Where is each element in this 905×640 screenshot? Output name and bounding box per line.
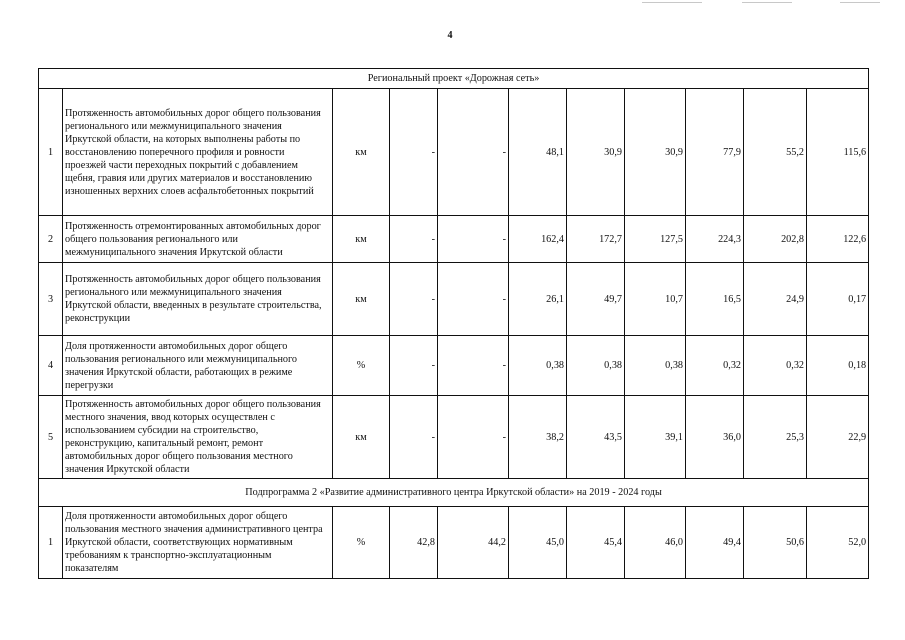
row-number: 2 <box>39 216 63 263</box>
value-cell: 172,7 <box>567 216 625 263</box>
value-cell: - <box>438 89 509 216</box>
unit-cell: % <box>333 507 390 579</box>
value-cell: - <box>438 216 509 263</box>
value-cell: 49,7 <box>567 263 625 336</box>
value-cell: 115,6 <box>807 89 869 216</box>
value-cell: 30,9 <box>625 89 686 216</box>
unit-cell: % <box>333 336 390 396</box>
value-cell: 45,0 <box>509 507 567 579</box>
indicators-table <box>38 68 869 579</box>
table-row <box>39 396 869 479</box>
indicator-description: Протяженность отремонтированных автомобильных дорог общего пользования регионального или межмуниципального значения Иркутской области <box>63 216 333 263</box>
value-cell: 36,0 <box>686 396 744 479</box>
table-row <box>39 336 869 396</box>
row-number: 4 <box>39 336 63 396</box>
unit-cell: км <box>333 396 390 479</box>
value-cell: 10,7 <box>625 263 686 336</box>
indicator-description: Протяженность автомобильных дорог общего пользования регионального или межмуниципального значения Иркутской области, на которых выполнены работы по восстановлению поперечного профиля и ровности проезжей части переходных покрытий с добавлением щебня, гравия или других материалов и восстановлению изношенных верхних слоев асфальтобетонных покрытий <box>63 89 333 216</box>
section-title: Подпрограмма 2 «Развитие административного центра Иркутской области» на 2019 - 2024 годы <box>39 479 869 507</box>
value-cell: 224,3 <box>686 216 744 263</box>
value-cell: 24,9 <box>744 263 807 336</box>
unit-cell: км <box>333 216 390 263</box>
section-header-row <box>39 479 869 507</box>
unit-cell: км <box>333 89 390 216</box>
table-row <box>39 263 869 336</box>
value-cell: 122,6 <box>807 216 869 263</box>
value-cell: 0,38 <box>509 336 567 396</box>
value-cell: 0,32 <box>686 336 744 396</box>
scan-artifact-line <box>742 2 792 3</box>
table-row <box>39 216 869 263</box>
indicator-description: Протяженность автомобильных дорог общего пользования регионального или межмуниципального значения Иркутской области, введенных в результате строительства, реконструкции <box>63 263 333 336</box>
value-cell: - <box>390 263 438 336</box>
indicator-description: Доля протяженности автомобильных дорог общего пользования местного значения административного центра Иркутской области, соответствующих нормативным требованиям к транспортно-эксплуатационным показателям <box>63 507 333 579</box>
value-cell: 43,5 <box>567 396 625 479</box>
value-cell: 0,38 <box>567 336 625 396</box>
value-cell: 50,6 <box>744 507 807 579</box>
indicator-description: Доля протяженности автомобильных дорог общего пользования регионального или межмуниципального значения Иркутской области, работающих в режиме перегрузки <box>63 336 333 396</box>
value-cell: 127,5 <box>625 216 686 263</box>
value-cell: 22,9 <box>807 396 869 479</box>
value-cell: 39,1 <box>625 396 686 479</box>
value-cell: 77,9 <box>686 89 744 216</box>
value-cell: 46,0 <box>625 507 686 579</box>
value-cell: 42,8 <box>390 507 438 579</box>
value-cell: 44,2 <box>438 507 509 579</box>
row-number: 5 <box>39 396 63 479</box>
value-cell: - <box>438 263 509 336</box>
value-cell: 48,1 <box>509 89 567 216</box>
value-cell: - <box>438 336 509 396</box>
value-cell: - <box>390 396 438 479</box>
section-header-row <box>39 69 869 89</box>
value-cell: - <box>390 216 438 263</box>
value-cell: - <box>390 89 438 216</box>
scan-artifact-line <box>840 2 880 3</box>
value-cell: 26,1 <box>509 263 567 336</box>
row-number: 3 <box>39 263 63 336</box>
row-number: 1 <box>39 507 63 579</box>
value-cell: 30,9 <box>567 89 625 216</box>
scan-artifact-line <box>642 2 702 3</box>
table-row <box>39 507 869 579</box>
value-cell: 16,5 <box>686 263 744 336</box>
value-cell: 0,18 <box>807 336 869 396</box>
value-cell: 162,4 <box>509 216 567 263</box>
value-cell: 0,32 <box>744 336 807 396</box>
value-cell: 0,38 <box>625 336 686 396</box>
value-cell: 55,2 <box>744 89 807 216</box>
unit-cell: км <box>333 263 390 336</box>
value-cell: 45,4 <box>567 507 625 579</box>
value-cell: 52,0 <box>807 507 869 579</box>
value-cell: 202,8 <box>744 216 807 263</box>
page-number: 4 <box>447 30 453 41</box>
indicator-description: Протяженность автомобильных дорог общего пользования местного значения, ввод которых осуществлен с использованием субсидии на строительство, реконструкцию, капитальный ремонт, ремонт автомобильных дорог общего пользования местного значения Иркутской области <box>63 396 333 479</box>
value-cell: - <box>438 396 509 479</box>
value-cell: 38,2 <box>509 396 567 479</box>
row-number: 1 <box>39 89 63 216</box>
section-title: Региональный проект «Дорожная сеть» <box>39 69 869 89</box>
value-cell: 49,4 <box>686 507 744 579</box>
table-row <box>39 89 869 216</box>
value-cell: 25,3 <box>744 396 807 479</box>
value-cell: 0,17 <box>807 263 869 336</box>
value-cell: - <box>390 336 438 396</box>
